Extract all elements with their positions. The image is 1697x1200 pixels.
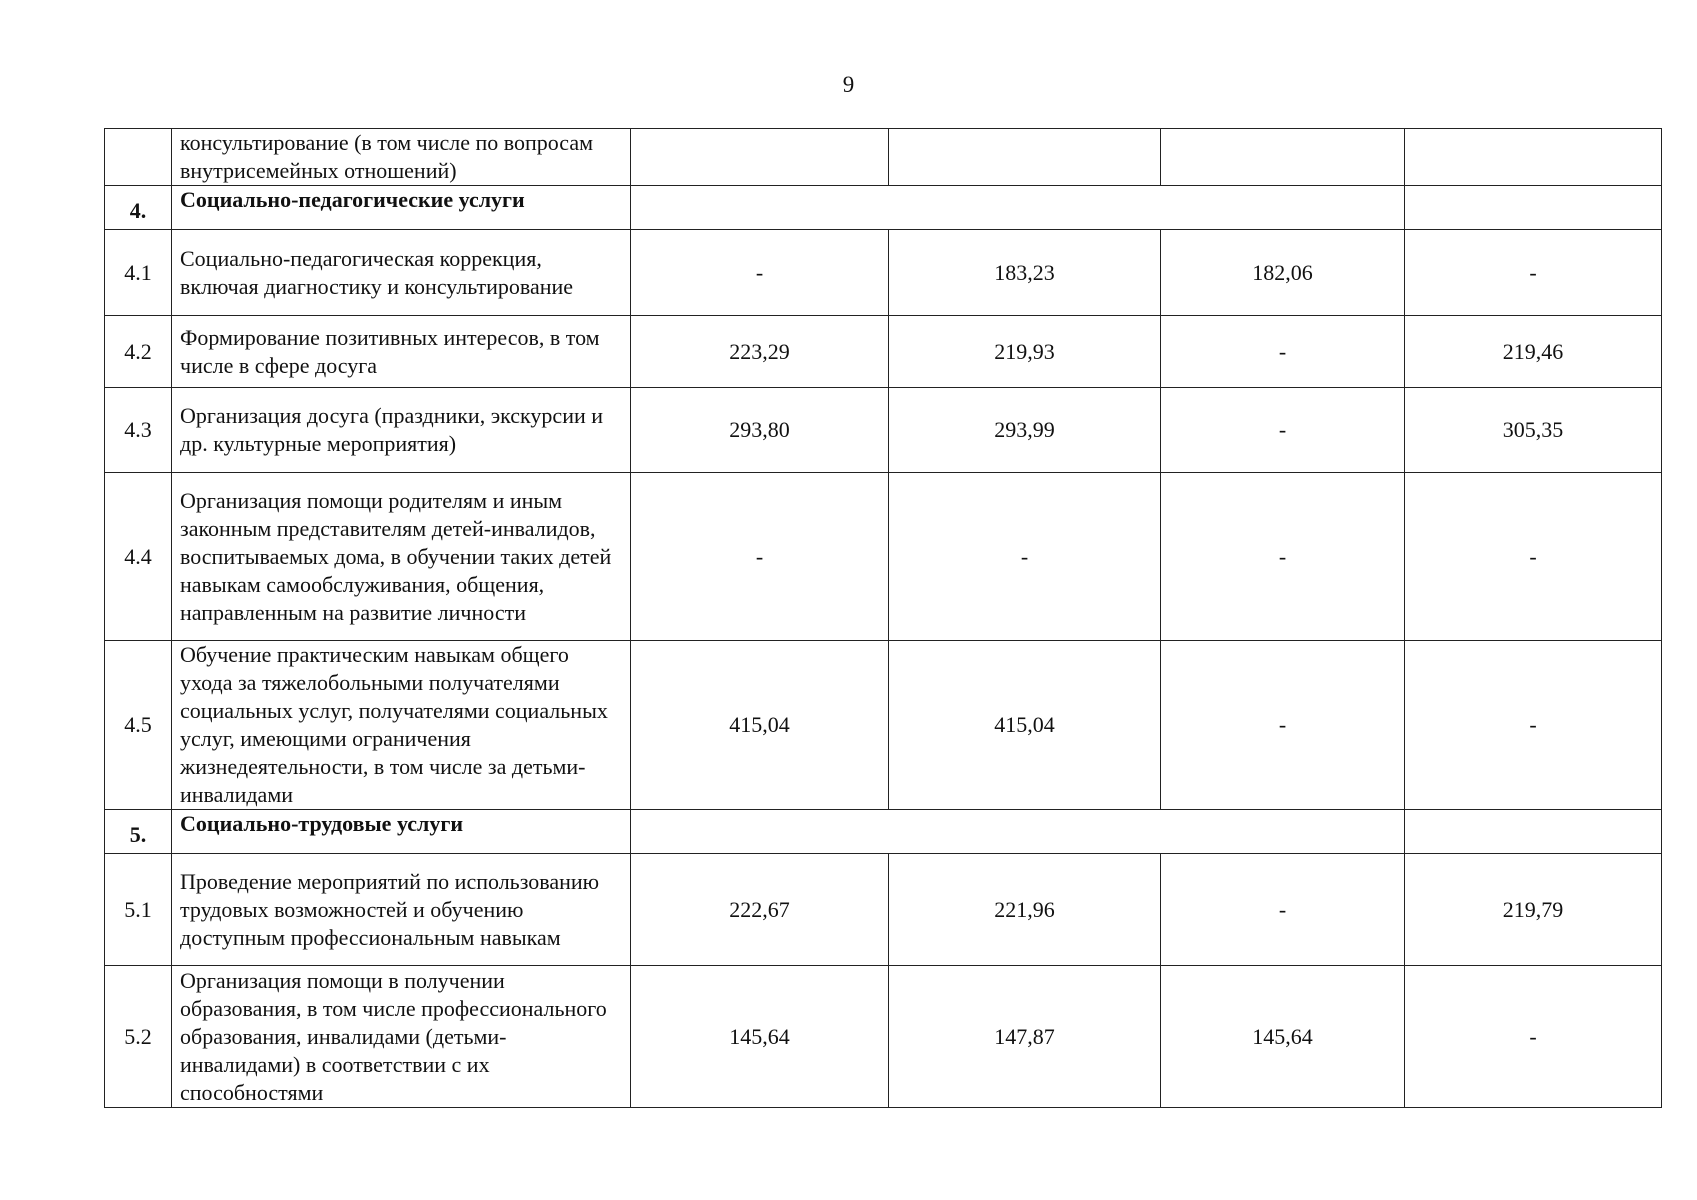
section-number: 5. [105, 810, 172, 854]
row-value-1: - [631, 230, 889, 316]
row-description: Социально-педагогическая коррекция, включая диагностику и консультирование [172, 230, 631, 316]
row-description: Организация помощи родителям и иным законным представителям детей-инвалидов, воспитываемых дома, в обучении таких детей навыкам самообслуживания, общения, направленным на развитие личности [172, 473, 631, 641]
row-number: 4.2 [105, 316, 172, 388]
row-value-4: 305,35 [1405, 388, 1662, 473]
table-row [105, 854, 1662, 966]
row-description: Организация помощи в получении образования, в том числе профессионального образования, инвалидами (детьми-инвалидами) в соответствии с их способностями [172, 966, 631, 1108]
row-description: Формирование позитивных интересов, в том числе в сфере досуга [172, 316, 631, 388]
row-value-2 [889, 129, 1161, 186]
table-row [105, 641, 1662, 810]
row-number: 4.3 [105, 388, 172, 473]
section-empty-cell [631, 186, 1405, 230]
section-empty-cell [631, 810, 1405, 854]
table-row [105, 230, 1662, 316]
row-number [105, 129, 172, 186]
section-number: 4. [105, 186, 172, 230]
row-value-4: - [1405, 966, 1662, 1108]
table-row [105, 129, 1662, 186]
section-empty-cell [1405, 810, 1662, 854]
section-empty-cell [1405, 186, 1662, 230]
row-description: Организация досуга (праздники, экскурсии и др. культурные мероприятия) [172, 388, 631, 473]
row-value-2: 147,87 [889, 966, 1161, 1108]
row-value-2: 293,99 [889, 388, 1161, 473]
row-value-2: - [889, 473, 1161, 641]
section-row [105, 186, 1662, 230]
row-value-1: 415,04 [631, 641, 889, 810]
row-value-1: 223,29 [631, 316, 889, 388]
row-description: Обучение практическим навыкам общего ухода за тяжелобольными получателями социальных услуг, получателями социальных услуг, имеющими ограничения жизнедеятельности, в том числе за детьми-инвалидами [172, 641, 631, 810]
row-value-1: 145,64 [631, 966, 889, 1108]
row-value-3: 182,06 [1161, 230, 1405, 316]
page-number: 9 [842, 72, 855, 97]
row-value-1 [631, 129, 889, 186]
row-number: 4.5 [105, 641, 172, 810]
row-number: 4.1 [105, 230, 172, 316]
row-value-3: - [1161, 473, 1405, 641]
table-row [105, 966, 1662, 1108]
row-description: Проведение мероприятий по использованию трудовых возможностей и обучению доступным профессиональным навыкам [172, 854, 631, 966]
row-value-1: 293,80 [631, 388, 889, 473]
row-value-4: 219,79 [1405, 854, 1662, 966]
row-value-2: 415,04 [889, 641, 1161, 810]
row-value-4: 219,46 [1405, 316, 1662, 388]
row-description: консультирование (в том числе по вопросам внутрисемейных отношений) [172, 129, 631, 186]
row-value-4: - [1405, 473, 1662, 641]
row-value-3: - [1161, 854, 1405, 966]
row-value-4 [1405, 129, 1662, 186]
row-value-3: - [1161, 316, 1405, 388]
row-value-1: - [631, 473, 889, 641]
table-row [105, 388, 1662, 473]
table-row [105, 473, 1662, 641]
services-tariff-table [104, 128, 1662, 1108]
row-number: 4.4 [105, 473, 172, 641]
section-row [105, 810, 1662, 854]
row-value-2: 221,96 [889, 854, 1161, 966]
row-value-4: - [1405, 230, 1662, 316]
row-number: 5.1 [105, 854, 172, 966]
row-value-3: - [1161, 641, 1405, 810]
section-title: Социально-трудовые услуги [172, 810, 631, 854]
section-title: Социально-педагогические услуги [172, 186, 631, 230]
table-row [105, 316, 1662, 388]
row-value-3 [1161, 129, 1405, 186]
row-value-4: - [1405, 641, 1662, 810]
row-value-2: 219,93 [889, 316, 1161, 388]
row-value-3: - [1161, 388, 1405, 473]
row-number: 5.2 [105, 966, 172, 1108]
row-value-2: 183,23 [889, 230, 1161, 316]
row-value-1: 222,67 [631, 854, 889, 966]
row-value-3: 145,64 [1161, 966, 1405, 1108]
